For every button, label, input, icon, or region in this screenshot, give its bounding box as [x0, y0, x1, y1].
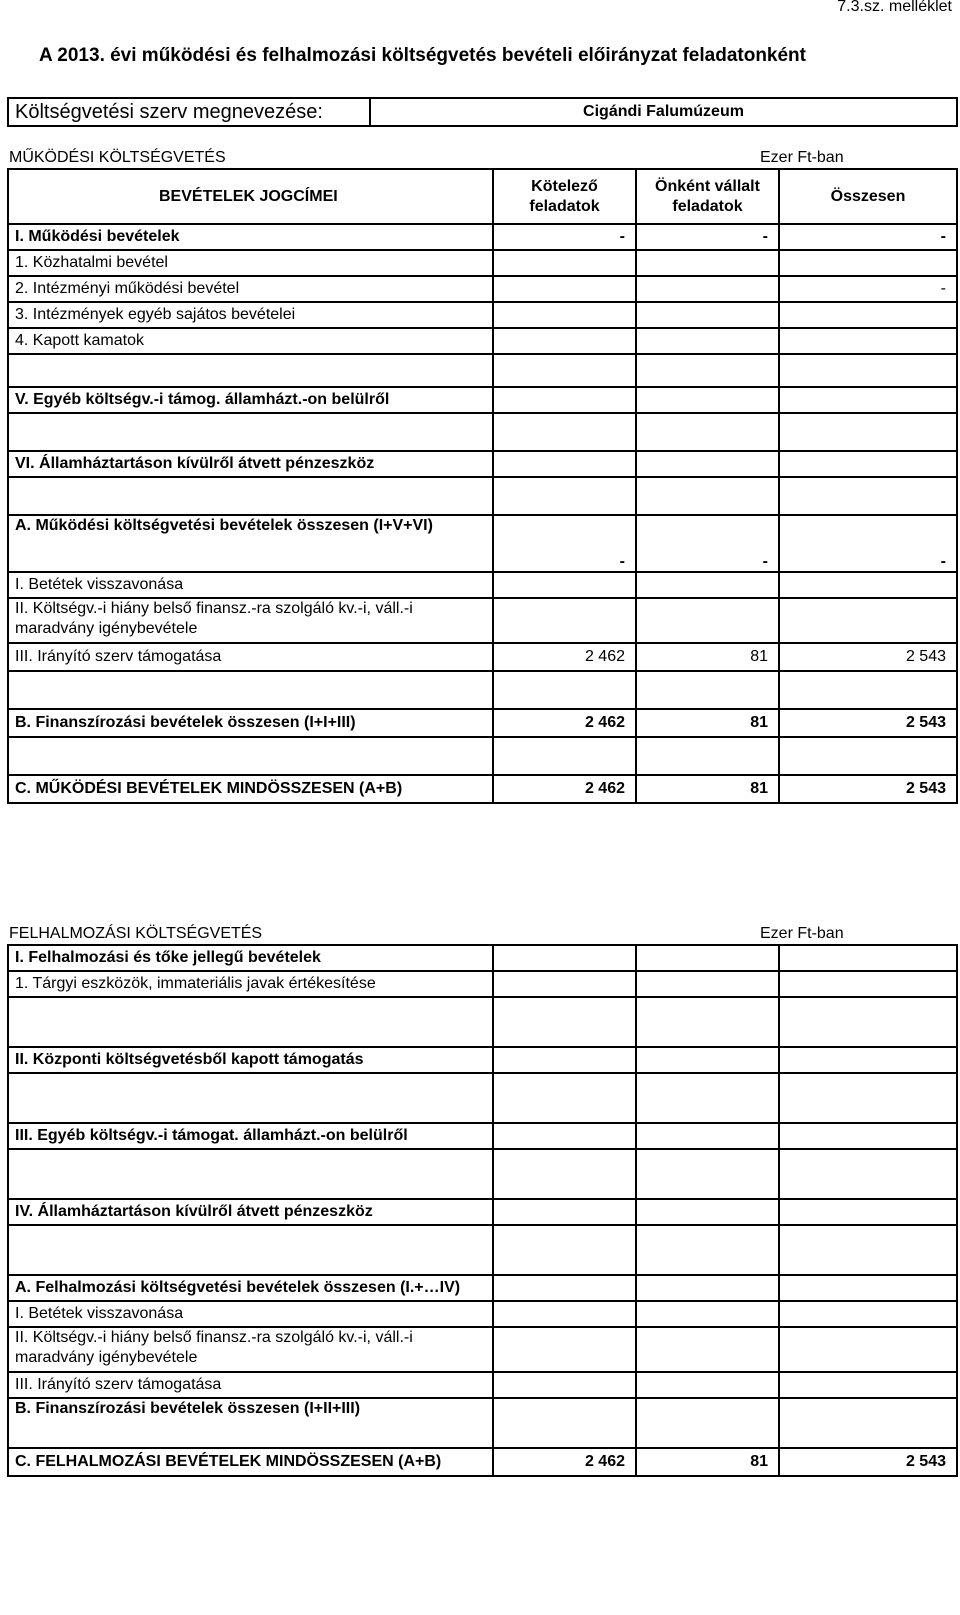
row-label: A. Felhalmozási költségvetési bevételek összesen (I.+…IV) [8, 1275, 493, 1301]
capital-unit: Ezer Ft-ban [760, 925, 844, 942]
page-title: A 2013. évi működési és felhalmozási költségvetés bevételi előirányzat feladatonként [39, 45, 806, 66]
mandatory-value [493, 572, 636, 598]
header-mandatory: Kötelező feladatok [493, 169, 636, 224]
capital-row [8, 1123, 957, 1149]
total-value: - [779, 515, 957, 572]
capital-section-title: FELHALMOZÁSI KÖLTSÉGVETÉS [9, 925, 263, 942]
total-value: 2 543 [779, 643, 957, 671]
total-value [779, 250, 957, 276]
row-label: B. Finanszírozási bevételek összesen (I+II+III) [8, 1398, 493, 1448]
row-label [8, 1149, 493, 1199]
capital-table [7, 944, 958, 1477]
voluntary-value [636, 451, 779, 477]
capital-row [8, 1372, 957, 1398]
org-name: Cigándi Falumúzeum [370, 98, 957, 126]
mandatory-value: 2 462 [493, 709, 636, 737]
voluntary-value [636, 1073, 779, 1123]
capital-row [8, 971, 957, 997]
capital-row [8, 945, 957, 971]
row-label: A. Működési költségvetési bevételek összesen (I+V+VI) [8, 515, 493, 572]
operating-row [8, 250, 957, 276]
total-value: 2 543 [779, 1448, 957, 1476]
total-value [779, 1047, 957, 1073]
total-value [779, 1372, 957, 1398]
mandatory-value [493, 302, 636, 328]
voluntary-value: 81 [636, 775, 779, 803]
voluntary-value: 81 [636, 1448, 779, 1476]
voluntary-value [636, 1225, 779, 1275]
voluntary-value: 81 [636, 643, 779, 671]
row-label: I. Működési bevételek [8, 224, 493, 250]
mandatory-value: 2 462 [493, 643, 636, 671]
mandatory-value [493, 1149, 636, 1199]
row-label [8, 1073, 493, 1123]
operating-row [8, 671, 957, 709]
operating-section-title: MŰKÖDÉSI KÖLTSÉGVETÉS [9, 149, 226, 166]
mandatory-value [493, 1073, 636, 1123]
total-value [779, 671, 957, 709]
capital-row [8, 1327, 957, 1372]
row-label [8, 1225, 493, 1275]
header-voluntary: Önként vállalt feladatok [636, 169, 779, 224]
capital-row [8, 1225, 957, 1275]
row-label: II. Központi költségvetésből kapott támogatás [8, 1047, 493, 1073]
mandatory-value [493, 1275, 636, 1301]
row-label: I. Betétek visszavonása [8, 572, 493, 598]
total-value: 2 543 [779, 775, 957, 803]
mandatory-value [493, 1123, 636, 1149]
operating-row [8, 737, 957, 775]
mandatory-value [493, 451, 636, 477]
total-value [779, 945, 957, 971]
header-total: Összesen [779, 169, 957, 224]
row-label: 1. Tárgyi eszközök, immateriális javak értékesítése [8, 971, 493, 997]
row-label [8, 997, 493, 1047]
row-label [8, 477, 493, 515]
row-label: III. Irányító szerv támogatása [8, 643, 493, 671]
row-label: I. Betétek visszavonása [8, 1301, 493, 1327]
mandatory-value [493, 598, 636, 643]
voluntary-value [636, 737, 779, 775]
row-label: C. FELHALMOZÁSI BEVÉTELEK MINDÖSSZESEN (A+B) [8, 1448, 493, 1476]
voluntary-value [636, 276, 779, 302]
total-value [779, 477, 957, 515]
operating-table [7, 168, 958, 804]
row-label: I. Felhalmozási és tőke jellegű bevételek [8, 945, 493, 971]
row-label: 3. Intézmények egyéb sajátos bevételei [8, 302, 493, 328]
row-label: II. Költségv.-i hiány belső finansz.-ra szolgáló kv.-i, váll.-i maradvány igénybevétele [8, 598, 493, 643]
voluntary-value [636, 1372, 779, 1398]
operating-row [8, 775, 957, 803]
total-value [779, 1398, 957, 1448]
mandatory-value [493, 1398, 636, 1448]
mandatory-value [493, 671, 636, 709]
row-label: IV. Államháztartáson kívülről átvett pénzeszköz [8, 1199, 493, 1225]
operating-row [8, 413, 957, 451]
voluntary-value [636, 387, 779, 413]
total-value [779, 572, 957, 598]
mandatory-value [493, 413, 636, 451]
operating-row [8, 224, 957, 250]
total-value [779, 1149, 957, 1199]
mandatory-value: - [493, 515, 636, 572]
attachment-label: 7.3.sz. melléklet [837, 0, 952, 15]
capital-row [8, 1149, 957, 1199]
capital-row [8, 1398, 957, 1448]
operating-row [8, 354, 957, 387]
row-label: V. Egyéb költségv.-i támog. államházt.-on belülről [8, 387, 493, 413]
voluntary-value [636, 945, 779, 971]
mandatory-value [493, 1199, 636, 1225]
total-value: - [779, 276, 957, 302]
operating-row [8, 302, 957, 328]
capital-row [8, 1073, 957, 1123]
total-value [779, 413, 957, 451]
voluntary-value [636, 671, 779, 709]
total-value [779, 1123, 957, 1149]
total-value: - [779, 224, 957, 250]
mandatory-value [493, 1225, 636, 1275]
row-label: 4. Kapott kamatok [8, 328, 493, 354]
total-value [779, 451, 957, 477]
voluntary-value [636, 997, 779, 1047]
total-value [779, 328, 957, 354]
row-label: 1. Közhatalmi bevétel [8, 250, 493, 276]
total-value [779, 354, 957, 387]
mandatory-value [493, 276, 636, 302]
total-value [779, 1301, 957, 1327]
total-value [779, 1275, 957, 1301]
mandatory-value [493, 250, 636, 276]
capital-row [8, 1199, 957, 1225]
mandatory-value [493, 1327, 636, 1372]
mandatory-value [493, 354, 636, 387]
mandatory-value: - [493, 224, 636, 250]
voluntary-value [636, 250, 779, 276]
operating-row [8, 328, 957, 354]
total-value [779, 737, 957, 775]
mandatory-value [493, 971, 636, 997]
org-label: Költségvetési szerv megnevezése: [8, 98, 370, 126]
total-value [779, 1327, 957, 1372]
mandatory-value: 2 462 [493, 1448, 636, 1476]
voluntary-value [636, 1301, 779, 1327]
voluntary-value [636, 1047, 779, 1073]
operating-row [8, 276, 957, 302]
org-table [7, 97, 958, 127]
voluntary-value [636, 572, 779, 598]
capital-row [8, 997, 957, 1047]
row-label: VI. Államháztartáson kívülről átvett pénzeszköz [8, 451, 493, 477]
operating-row [8, 572, 957, 598]
row-label: II. Költségv.-i hiány belső finansz.-ra szolgáló kv.-i, váll.-i maradvány igénybevétele [8, 1327, 493, 1372]
row-label [8, 413, 493, 451]
total-value [779, 971, 957, 997]
voluntary-value: - [636, 515, 779, 572]
total-value [779, 1225, 957, 1275]
operating-row [8, 477, 957, 515]
total-value [779, 1199, 957, 1225]
voluntary-value [636, 971, 779, 997]
row-label [8, 737, 493, 775]
mandatory-value [493, 737, 636, 775]
voluntary-value [636, 354, 779, 387]
capital-row [8, 1275, 957, 1301]
voluntary-value [636, 477, 779, 515]
mandatory-value [493, 387, 636, 413]
operating-row [8, 451, 957, 477]
operating-unit: Ezer Ft-ban [760, 149, 844, 166]
voluntary-value [636, 598, 779, 643]
mandatory-value [493, 1372, 636, 1398]
voluntary-value [636, 302, 779, 328]
row-label: III. Egyéb költségv.-i támogat. államházt.-on belülről [8, 1123, 493, 1149]
capital-row [8, 1448, 957, 1476]
operating-row [8, 515, 957, 572]
voluntary-value [636, 1327, 779, 1372]
mandatory-value [493, 1047, 636, 1073]
voluntary-value [636, 1149, 779, 1199]
mandatory-value [493, 1301, 636, 1327]
voluntary-value: 81 [636, 709, 779, 737]
capital-row [8, 1047, 957, 1073]
mandatory-value [493, 477, 636, 515]
total-value [779, 302, 957, 328]
voluntary-value [636, 1199, 779, 1225]
voluntary-value [636, 328, 779, 354]
voluntary-value [636, 1275, 779, 1301]
operating-row [8, 387, 957, 413]
header-label: BEVÉTELEK JOGCÍMEI [8, 169, 493, 224]
total-value [779, 598, 957, 643]
row-label: III. Irányító szerv támogatása [8, 1372, 493, 1398]
row-label: 2. Intézményi működési bevétel [8, 276, 493, 302]
voluntary-value: - [636, 224, 779, 250]
mandatory-value [493, 328, 636, 354]
capital-row [8, 1301, 957, 1327]
total-value [779, 1073, 957, 1123]
voluntary-value [636, 413, 779, 451]
voluntary-value [636, 1398, 779, 1448]
operating-row [8, 598, 957, 643]
voluntary-value [636, 1123, 779, 1149]
total-value [779, 387, 957, 413]
operating-header-row [8, 169, 957, 224]
total-value [779, 997, 957, 1047]
mandatory-value: 2 462 [493, 775, 636, 803]
row-label: B. Finanszírozási bevételek összesen (I+I+III) [8, 709, 493, 737]
row-label [8, 354, 493, 387]
row-label: C. MŰKÖDÉSI BEVÉTELEK MINDÖSSZESEN (A+B) [8, 775, 493, 803]
operating-row [8, 643, 957, 671]
row-label [8, 671, 493, 709]
total-value: 2 543 [779, 709, 957, 737]
mandatory-value [493, 945, 636, 971]
operating-row [8, 709, 957, 737]
mandatory-value [493, 997, 636, 1047]
